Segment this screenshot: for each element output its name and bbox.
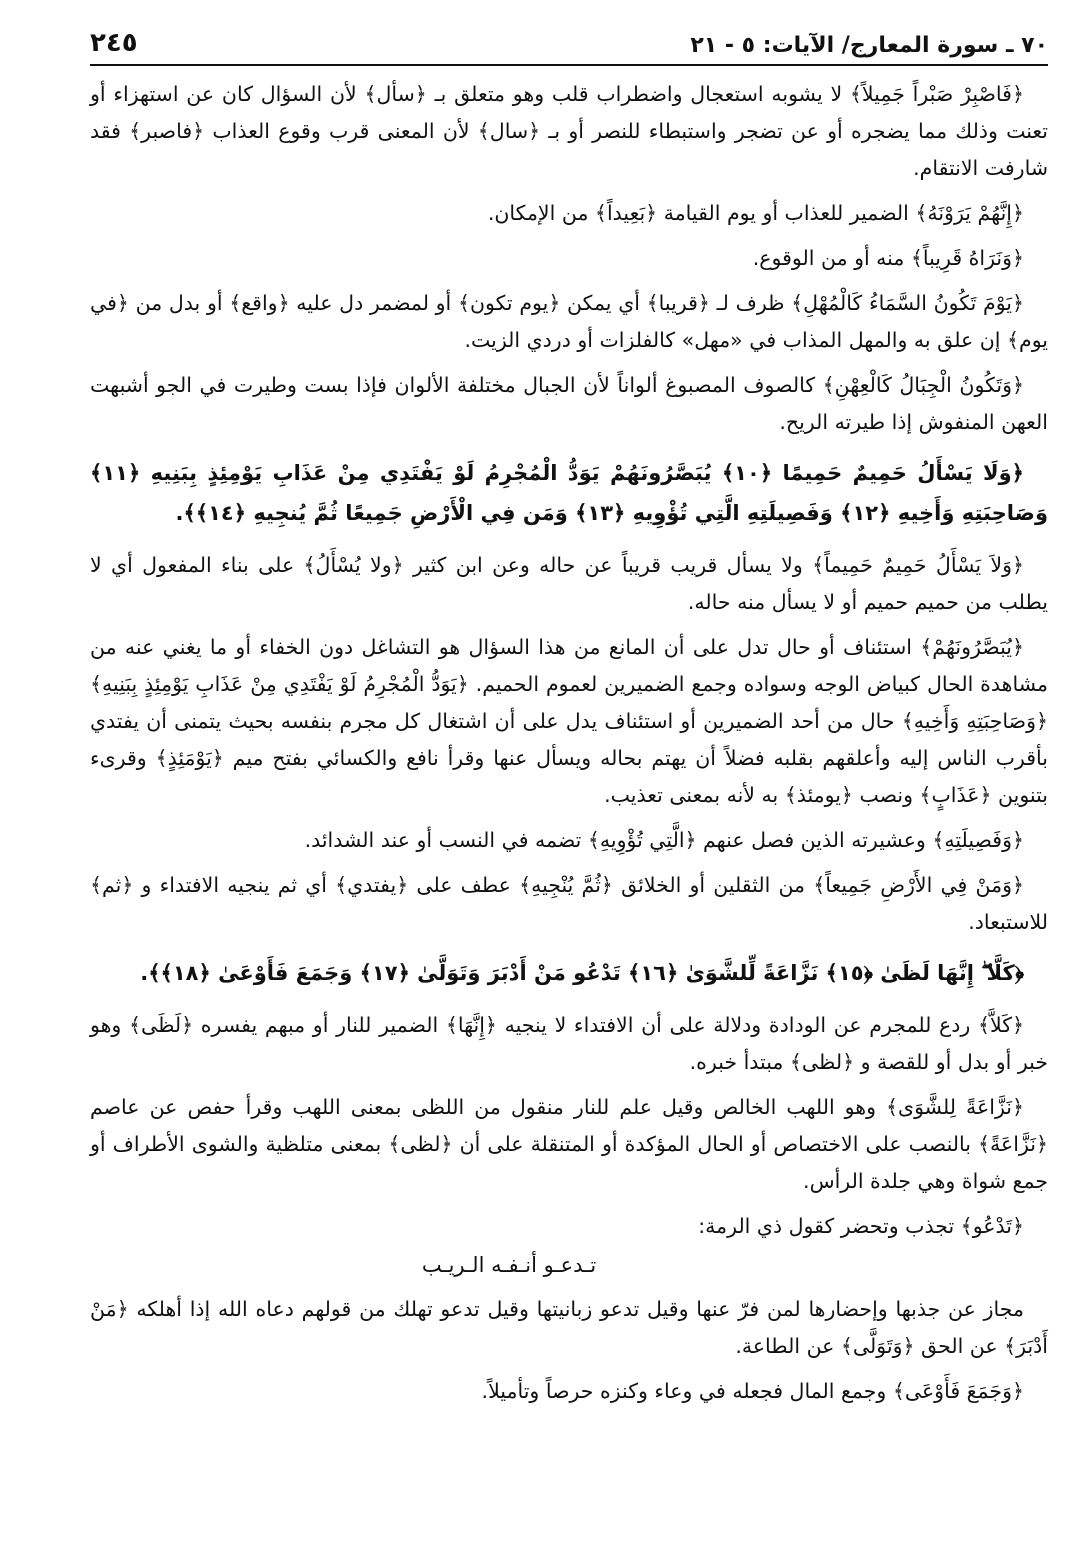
commentary-paragraph: ﴿وَنَرَاهُ قَرِيباً﴾ منه أو من الوقوع. — [752, 246, 1024, 270]
quran-verses-block: ﴿وَلَا يَسْأَلُ حَمِيمٌ حَمِيمًا ﴿١٠﴾ يُبَصَّرُونَهُمْ يَوَدُّ الْمُجْرِمُ لَوْ يَفْتَدِي مِنْ عَذَابِ يَوْمِئِذٍ بِبَنِيهِ ﴿١١﴾ وَصَاحِبَتِهِ وَأَخِيهِ ﴿١٢﴾ وَفَصِيلَتِهِ الَّتِي تُؤْوِيهِ ﴿١٣﴾ وَمَن فِي الْأَرْضِ جَمِيعًا ثُمَّ يُنجِيهِ ﴿١٤﴾﴾. — [90, 461, 1048, 525]
running-head: ٧٠ ـ سورة المعارج/ الآيات: ٥ - ٢١ — [690, 33, 1048, 58]
commentary-paragraph: ﴿وَفَصِيلَتِهِ﴾ وعشيرته الذين فصل عنهم ﴿الَّتِي تُؤْوِيهِ﴾ تضمه في النسب أو عند الشدائد. — [304, 828, 1024, 852]
commentary-paragraph: ﴿وَلاَ يَسْأَلُ حَمِيمٌ حَمِيماً﴾ ولا يسأل قريب قريباً عن حاله وعن ابن كثير ﴿ولا يُسْأَلُ﴾ على بناء المفعول أي لا يطلب من حميم حميم أو لا يسأل منه حاله. — [90, 553, 1048, 614]
quran-verses-block: ﴿كَلَّا ۖ إِنَّهَا لَظَىٰ ﴿١٥﴾ نَزَّاعَةً لِّلشَّوَىٰ ﴿١٦﴾ تَدْعُو مَنْ أَدْبَرَ وَتَوَلَّىٰ ﴿١٧﴾ وَجَمَعَ فَأَوْعَىٰ ﴿١٨﴾﴾. — [140, 961, 1024, 985]
commentary-paragraph: ﴿يَوْمَ تَكُونُ السَّمَاءُ كَالْمُهْلِ﴾ ظرف لـ ﴿قريبا﴾ أي يمكن ﴿يوم تكون﴾ أو لمضمر دل عليه ﴿واقع﴾ أو بدل من ﴿في يوم﴾ إن علق به والمهل المذاب في «مهل» كالفلزات أو دردي الزيت. — [90, 291, 1048, 352]
commentary-paragraph: ﴿تَدْعُو﴾ تجذب وتحضر كقول ذي الرمة: — [698, 1214, 1024, 1238]
commentary-paragraph: ﴿إِنَّهُمْ يَرَوْنَهُ﴾ الضمير للعذاب أو يوم القيامة ﴿بَعِيداً﴾ من الإمكان. — [487, 201, 1024, 225]
commentary-paragraph: ﴿فَاصْبِرْ صَبْراً جَمِيلاً﴾ لا يشوبه استعجال واضطراب قلب وهو متعلق بـ ﴿سأل﴾ لأن السؤال كان عن استهزاء أو تعنت وذلك مما يضجره أو عن تضجر واستبطاء للنصر أو بـ ﴿سال﴾ لأن المعنى قرب وقوع العذاب ﴿فاصبر﴾ فقد شارفت الانتقام. — [90, 82, 1048, 180]
commentary-paragraph: ﴿وَجَمَعَ فَأَوْعَى﴾ وجمع المال فجعله في وعاء وكنزه حرصاً وتأميلاً. — [481, 1379, 1024, 1403]
commentary-paragraph: ﴿وَتَكُونُ الْجِبَالُ كَالْعِهْنِ﴾ كالصوف المصبوغ ألواناً لأن الجبال مختلفة الألوان فإذا بست وطيرت في الجو أشبهت العهن المنفوش إذا طيرته الريح. — [90, 373, 1048, 434]
commentary-paragraph: ﴿نَزَّاعَةً لِلشَّوَى﴾ وهو اللهب الخالص وقيل علم للنار منقول من اللظى بمعنى اللهب وقرأ حفص عن عاصم ﴿نَزَّاعَةً﴾ بالنصب على الاختصاص أو الحال المؤكدة أو المتنقلة على أن ﴿لظى﴾ بمعنى متلظية والشوى الأطراف أو جمع شواة وهي جلدة الرأس. — [90, 1095, 1048, 1193]
poetry-citation: تـدعـو أنـفـه الـريـب — [421, 1253, 597, 1277]
page-number: ٢٤٥ — [90, 28, 138, 58]
commentary-paragraph: مجاز عن جذبها وإحضارها لمن فرّ عنها وقيل تدعو زبانيتها وقيل تدعو تهلك من قولهم دعاه الله إذا أهلكه ﴿مَنْ أَدْبَرَ﴾ عن الحق ﴿وَتَوَلَّى﴾ عن الطاعة. — [90, 1297, 1048, 1358]
page-header — [90, 28, 1048, 66]
commentary-paragraph: ﴿كَلاَّ﴾ ردع للمجرم عن الودادة ودلالة على أن الافتداء لا ينجيه ﴿إِنَّهَا﴾ الضمير للنار أو مبهم يفسره ﴿لَظَى﴾ وهو خبر أو بدل أو للقصة و ﴿لظى﴾ مبتدأ خبره. — [90, 1013, 1048, 1074]
commentary-paragraph: ﴿يُبَصَّرُونَهُمْ﴾ استئناف أو حال تدل على أن المانع من هذا السؤال هو التشاغل دون الخفاء أو ما يغني عنه من مشاهدة الحال كبياض الوجه وسواده وجمع الضميرين لعموم الحميم. ﴿يَوَدُّ الْمُجْرِمُ لَوْ يَفْتَدِي مِنْ عَذَابِ يَوْمِئِذٍ بِبَنِيهِ﴾ ﴿وَصَاحِبَتِهِ وَأَخِيهِ﴾ حال من أحد الضميرين أو استئناف يدل على أن اشتغال كل مجرم بنفسه بحيث يتمنى أن يفتدي بأقرب الناس إليه وأعلقهم بقلبه فضلاً أن يهتم بحاله ويسأل عنها وقرأ نافع والكسائي بفتح ميم ﴿يَوْمَئِذٍ﴾ وقرىء بتنوين ﴿عَذَابٍ﴾ ونصب ﴿يومئذ﴾ به لأنه بمعنى تعذيب. — [90, 635, 1048, 807]
commentary-paragraph: ﴿وَمَنْ فِي الأَرْضِ جَمِيعاً﴾ من الثقلين أو الخلائق ﴿ثُمَّ يُنْجِيهِ﴾ عطف على ﴿يفتدي﴾ أي ثم ينجيه الافتداء و ﴿ثم﴾ للاستبعاد. — [90, 873, 1048, 934]
